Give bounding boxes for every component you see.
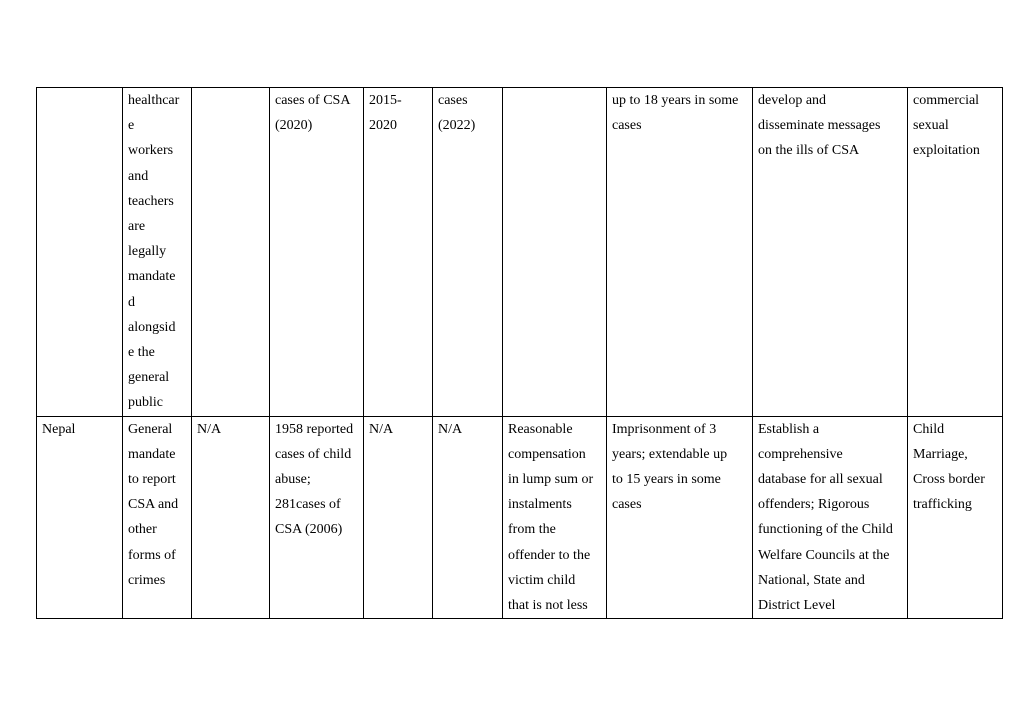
table-cell (123, 88, 192, 417)
cell-text: 1958 reported cases of child abuse; 281cases of CSA (2006) (275, 421, 354, 538)
table-cell (503, 416, 607, 619)
table-cell (270, 88, 364, 417)
cell-text: Reasonable compensation in lump sum or instalments from the offender to the victim child that is not less (508, 421, 594, 614)
cell-text: Establish a comprehensive database for all sexual offenders; Rigorous functioning of the Child Welfare Councils at the National, State and District Level (758, 421, 893, 614)
table-cell (192, 416, 270, 619)
cell-text: N/A (197, 421, 222, 437)
table-cell (503, 88, 607, 417)
cell-text: develop and disseminate messages on the ills of CSA (758, 93, 881, 159)
table-cell (433, 416, 503, 619)
table-cell (607, 88, 753, 417)
table-cell (908, 88, 1003, 417)
table-row (37, 88, 1003, 417)
table-cell (123, 416, 192, 619)
cell-text: 2015- 2020 (369, 93, 402, 134)
cell-text: N/A (438, 421, 463, 437)
cell-text: healthcar e workers and teachers are legally mandate d alongsid e the general public (128, 93, 180, 411)
table-cell (433, 88, 503, 417)
cell-text: Imprisonment of 3 years; extendable up to 15 years in some cases (612, 421, 728, 513)
table-cell (270, 416, 364, 619)
table-cell (192, 88, 270, 417)
table-cell (37, 416, 123, 619)
data-table (36, 87, 1003, 619)
table-cell (364, 88, 433, 417)
table-cell (607, 416, 753, 619)
cell-text: cases (2022) (438, 93, 476, 134)
table-cell (753, 416, 908, 619)
table-cell (37, 88, 123, 417)
cell-text: up to 18 years in some cases (612, 93, 739, 134)
table-cell (908, 416, 1003, 619)
table-cell (753, 88, 908, 417)
cell-text: General mandate to report CSA and other forms of crimes (128, 421, 179, 588)
cell-text: Nepal (42, 421, 76, 437)
cell-text: Child Marriage, Cross border trafficking (913, 421, 985, 513)
table-cell (364, 416, 433, 619)
cell-text: N/A (369, 421, 394, 437)
table-row (37, 416, 1003, 619)
cell-text: cases of CSA (2020) (275, 93, 351, 134)
cell-text: commercial sexual exploitation (913, 93, 980, 159)
